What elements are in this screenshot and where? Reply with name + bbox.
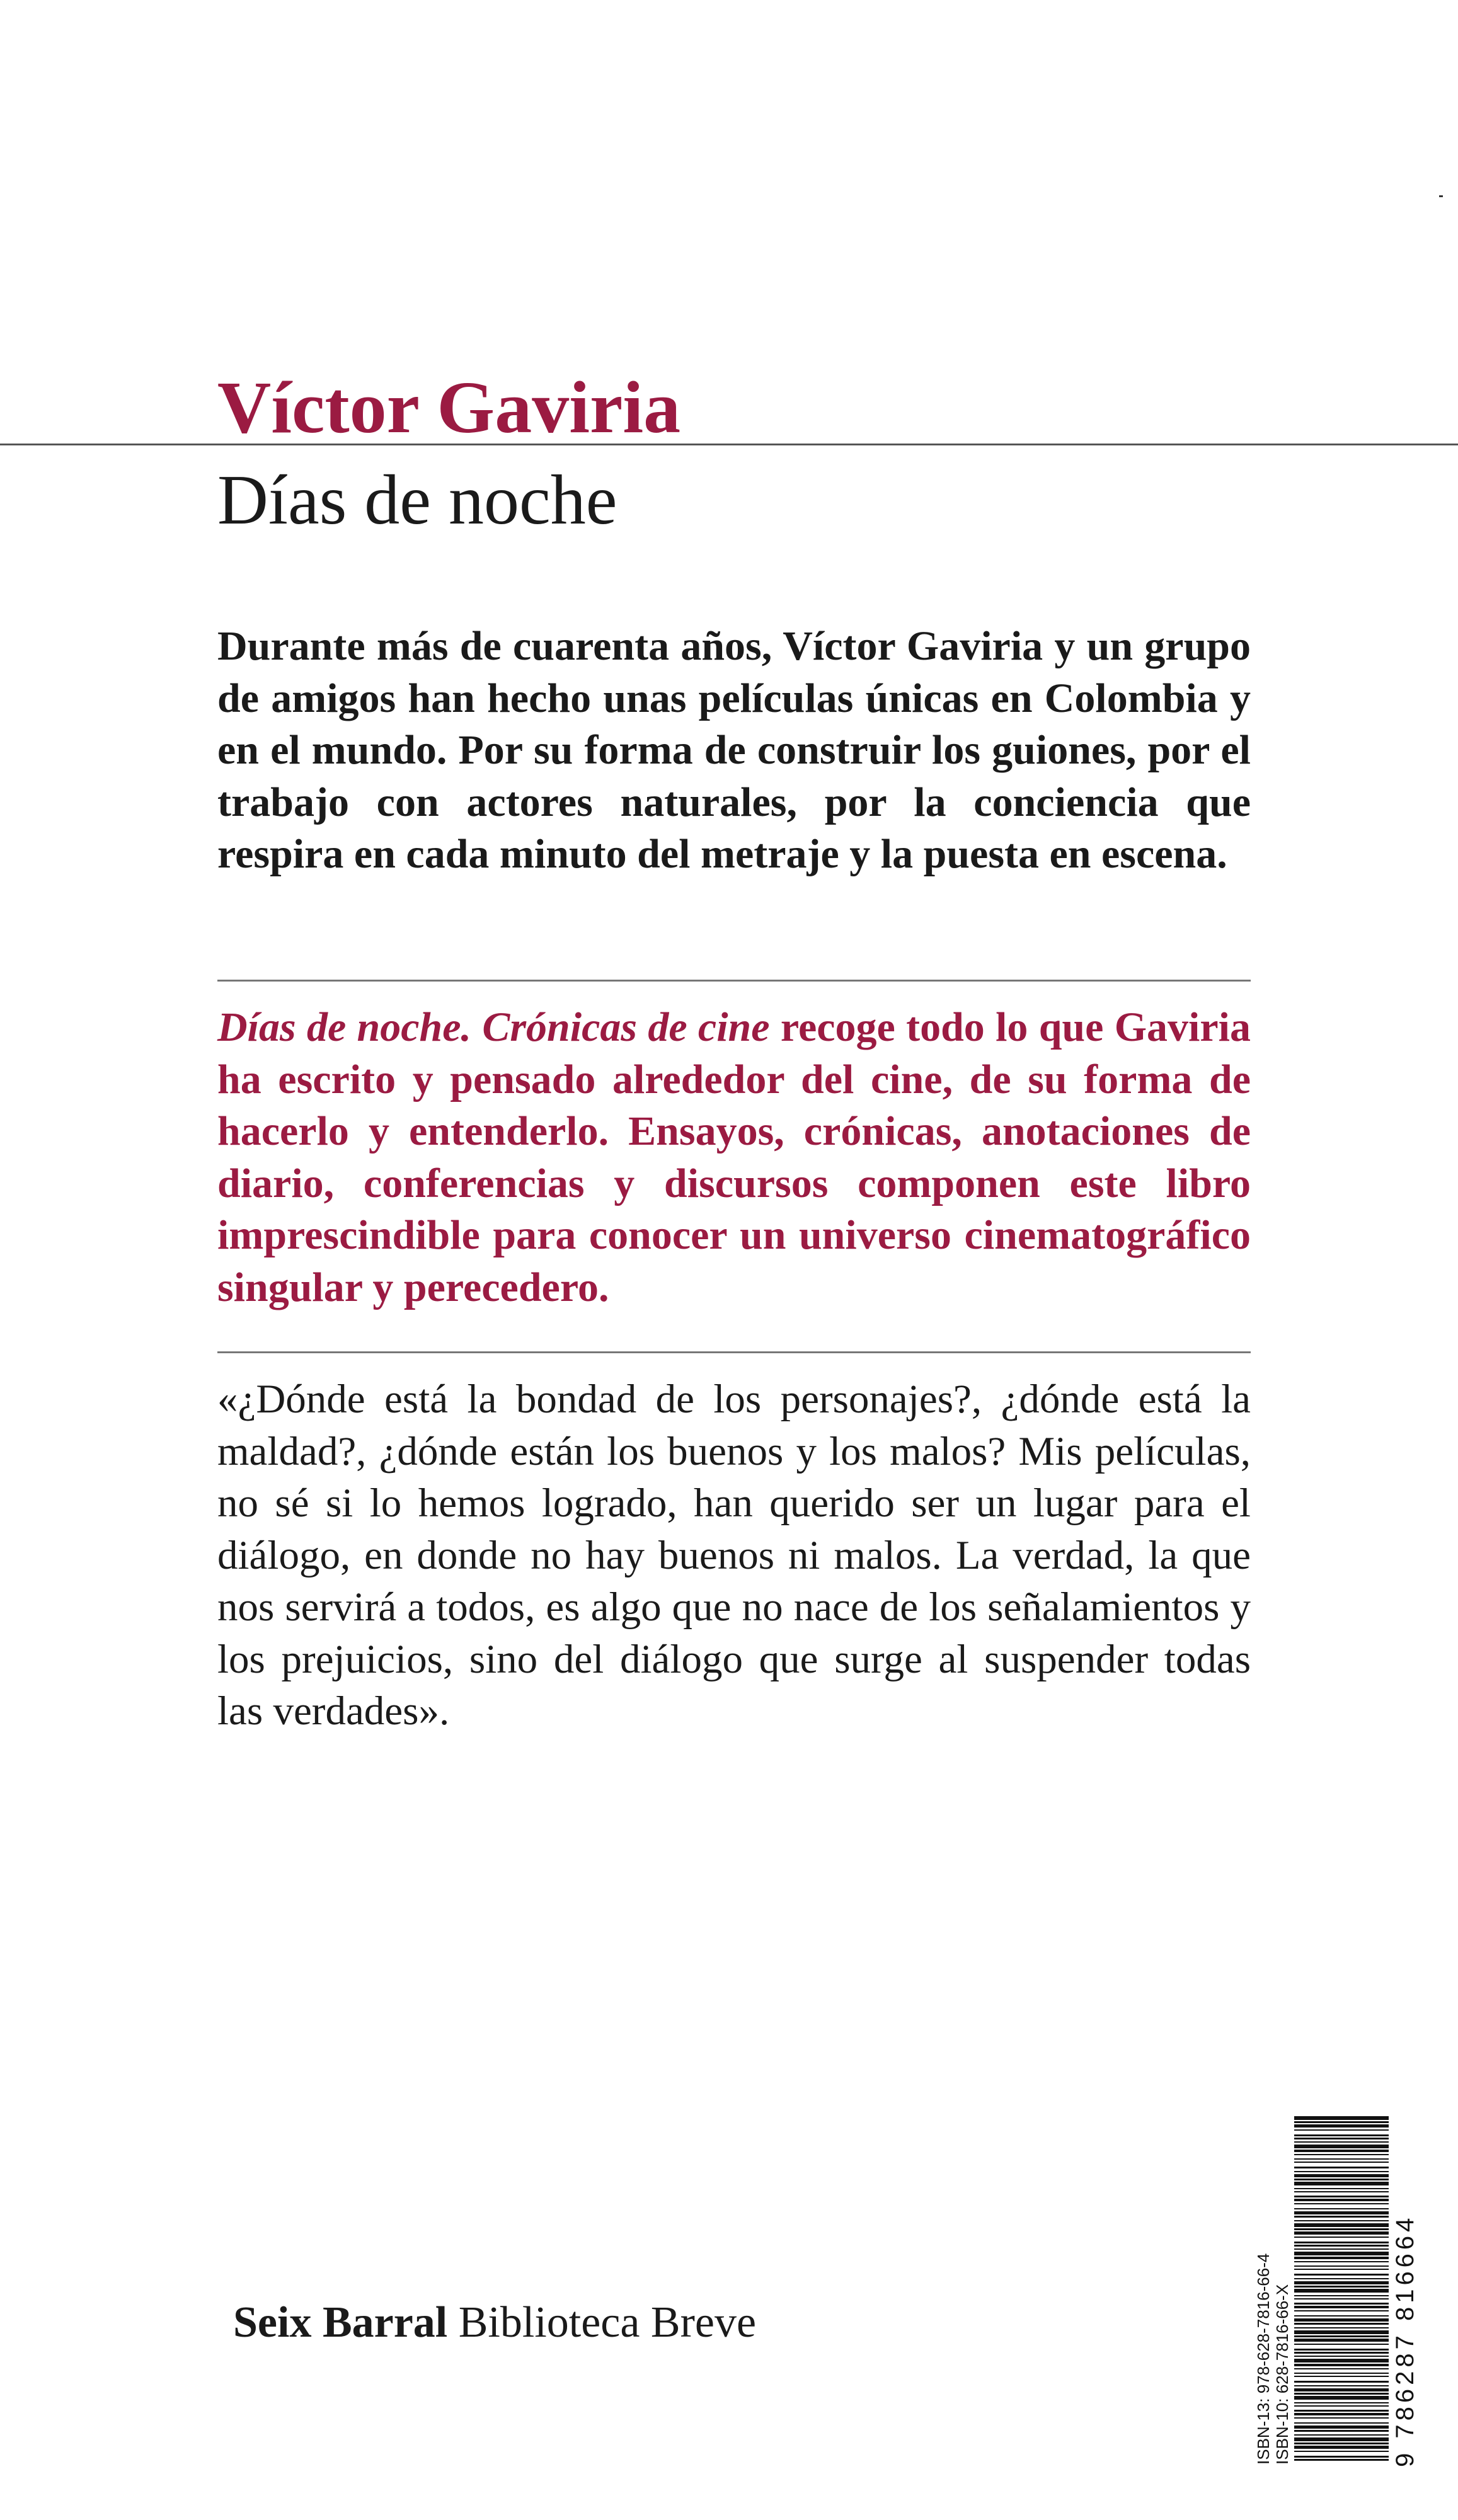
barcode-bar [1294,2174,1389,2177]
barcode-bar [1294,2388,1389,2391]
book-subtitle-emphasis: Días de noche. Crónicas de cine [217,1004,770,1050]
barcode-bar [1294,2121,1389,2123]
barcode-bar [1294,2242,1389,2243]
barcode-bar [1294,2349,1389,2351]
barcode-bar [1294,2158,1389,2160]
barcode-bar [1294,2257,1389,2259]
barcode-bar [1294,2335,1389,2337]
barcode-bar [1294,2138,1389,2139]
barcode-bar [1294,2306,1389,2308]
barcode-bar [1294,2356,1389,2357]
isbn-10-label: ISBN-10: 628-7816-66-X [1273,2284,1292,2465]
description-text: recoge todo lo que Gaviria ha escrito y pensado alrededor del cine, de su forma de hacerlo y entenderlo. Ensayos, crónicas, anotaciones de diario, conferencias y discursos componen este libro imprescindible para conocer un universo cinematográfico singular y perecedero. [217,1004,1251,1310]
barcode-bar [1294,2248,1389,2250]
barcode-bar [1294,2228,1389,2230]
barcode-bar [1294,2385,1389,2386]
isbn-13-label: ISBN-13: 978-628-7816-66-4 [1254,2253,1273,2465]
barcode-bar [1294,2203,1389,2204]
barcode-bar [1294,2162,1389,2163]
barcode-bar [1294,2191,1389,2192]
description-paragraph [217,1002,1251,1314]
publisher-imprint [233,2298,757,2347]
barcode-bar [1294,2274,1389,2276]
barcode-rotated [1254,2110,1418,2470]
barcode-bar [1294,2456,1389,2458]
quote-paragraph: «¿Dónde está la bondad de los personajes?, ¿dónde está la maldad?, ¿dónde están los buenos y los malos? Mis películas, no sé si lo hemos logrado, han querido ser un lugar para el diálogo, en donde no hay buenos ni malos. La verdad, la que nos servirá a todos, es algo que no nace de los señalamientos y los prejuicios, sino del diálogo que surge al suspender todas las verdades». [217,1377,1251,1734]
barcode-bar [1294,2402,1389,2403]
barcode-bar [1294,2303,1389,2305]
barcode-bar [1294,2396,1389,2400]
barcode-bar [1294,2265,1389,2267]
barcode-bar [1294,2199,1389,2201]
barcode [1254,2110,1418,2470]
divider-rule [217,1351,1251,1353]
barcode-bar [1294,2167,1389,2168]
barcode-bar [1294,2459,1389,2461]
barcode-bar [1294,2368,1389,2369]
barcode-bar [1294,2426,1389,2429]
barcode-digits: 9 786287 816664 [1391,2214,1419,2467]
barcode-bar [1294,2278,1389,2279]
barcode-bar [1294,2231,1389,2235]
barcode-bar [1294,2430,1389,2432]
barcode-bar [1294,2286,1389,2288]
divider-rule [217,980,1251,982]
barcode-bar [1294,2318,1389,2322]
barcode-bar [1294,2451,1389,2452]
barcode-bar [1294,2405,1389,2407]
barcode-bar [1294,2323,1389,2325]
barcode-bar [1294,2179,1389,2180]
barcode-bar [1294,2220,1389,2221]
barcode-bar [1294,2223,1389,2227]
barcode-bar [1294,2154,1389,2155]
collection-name: Biblioteca Breve [447,2298,757,2347]
barcode-bar [1294,2281,1389,2284]
barcode-bar [1294,2413,1389,2415]
corner-mark [1439,195,1443,197]
barcode-bar [1294,2327,1389,2328]
barcode-bar [1294,2208,1389,2209]
barcode-bar [1294,2216,1389,2218]
barcode-bar [1294,2298,1389,2300]
barcode-bar [1294,2196,1389,2197]
barcode-bar [1294,2381,1389,2383]
barcode-bar [1294,2339,1389,2342]
barcode-bar [1294,2245,1389,2247]
publisher-name: Seix Barral [233,2298,448,2347]
barcode-bar [1294,2141,1389,2143]
barcode-bar [1294,2393,1389,2395]
barcode-bar [1294,2352,1389,2354]
barcode-bar [1294,2315,1389,2317]
barcode-bar [1294,2116,1389,2120]
barcode-bar [1294,2252,1389,2255]
barcode-bar [1294,2182,1389,2185]
barcode-bar [1294,2150,1389,2152]
barcode-bar [1294,2188,1389,2189]
barcode-bar [1294,2376,1389,2377]
barcode-bar [1294,2289,1389,2293]
barcode-bar [1294,2269,1389,2270]
barcode-bar [1294,2124,1389,2128]
barcode-bar [1294,2410,1389,2412]
barcode-bar [1294,2310,1389,2311]
barcode-bar [1294,2330,1389,2334]
barcode-bar [1294,2443,1389,2444]
barcode-bar [1294,2422,1389,2424]
barcode-bar [1294,2236,1389,2238]
book-title: Días de noche [217,461,617,539]
barcode-bar [1294,2373,1389,2374]
barcode-bars [1294,2110,1392,2470]
barcode-bar [1294,2417,1389,2419]
barcode-bar [1294,2145,1389,2148]
barcode-bar [1294,2295,1389,2296]
barcode-bar [1294,2134,1389,2136]
barcode-bar [1294,2211,1389,2214]
barcode-bar [1294,2364,1389,2366]
author-name: Víctor Gaviria [217,366,681,449]
synopsis-paragraph: Durante más de cuarenta años, Víctor Gaviria y un grupo de amigos han hecho unas películas únicas en Colombia y en el mundo. Por su forma de construir los guiones, por el trabajo con actores naturales, por la conciencia que respira en cada minuto del metraje y la puesta en escena. [217,623,1251,877]
barcode-bar [1294,2344,1389,2345]
barcode-bar [1294,2261,1389,2262]
barcode-bar [1294,2171,1389,2172]
barcode-bar [1294,2359,1389,2362]
barcode-bar [1294,2437,1389,2441]
barcode-bar [1294,2446,1389,2449]
barcode-bar [1294,2434,1389,2436]
barcode-bar [1294,2129,1389,2131]
